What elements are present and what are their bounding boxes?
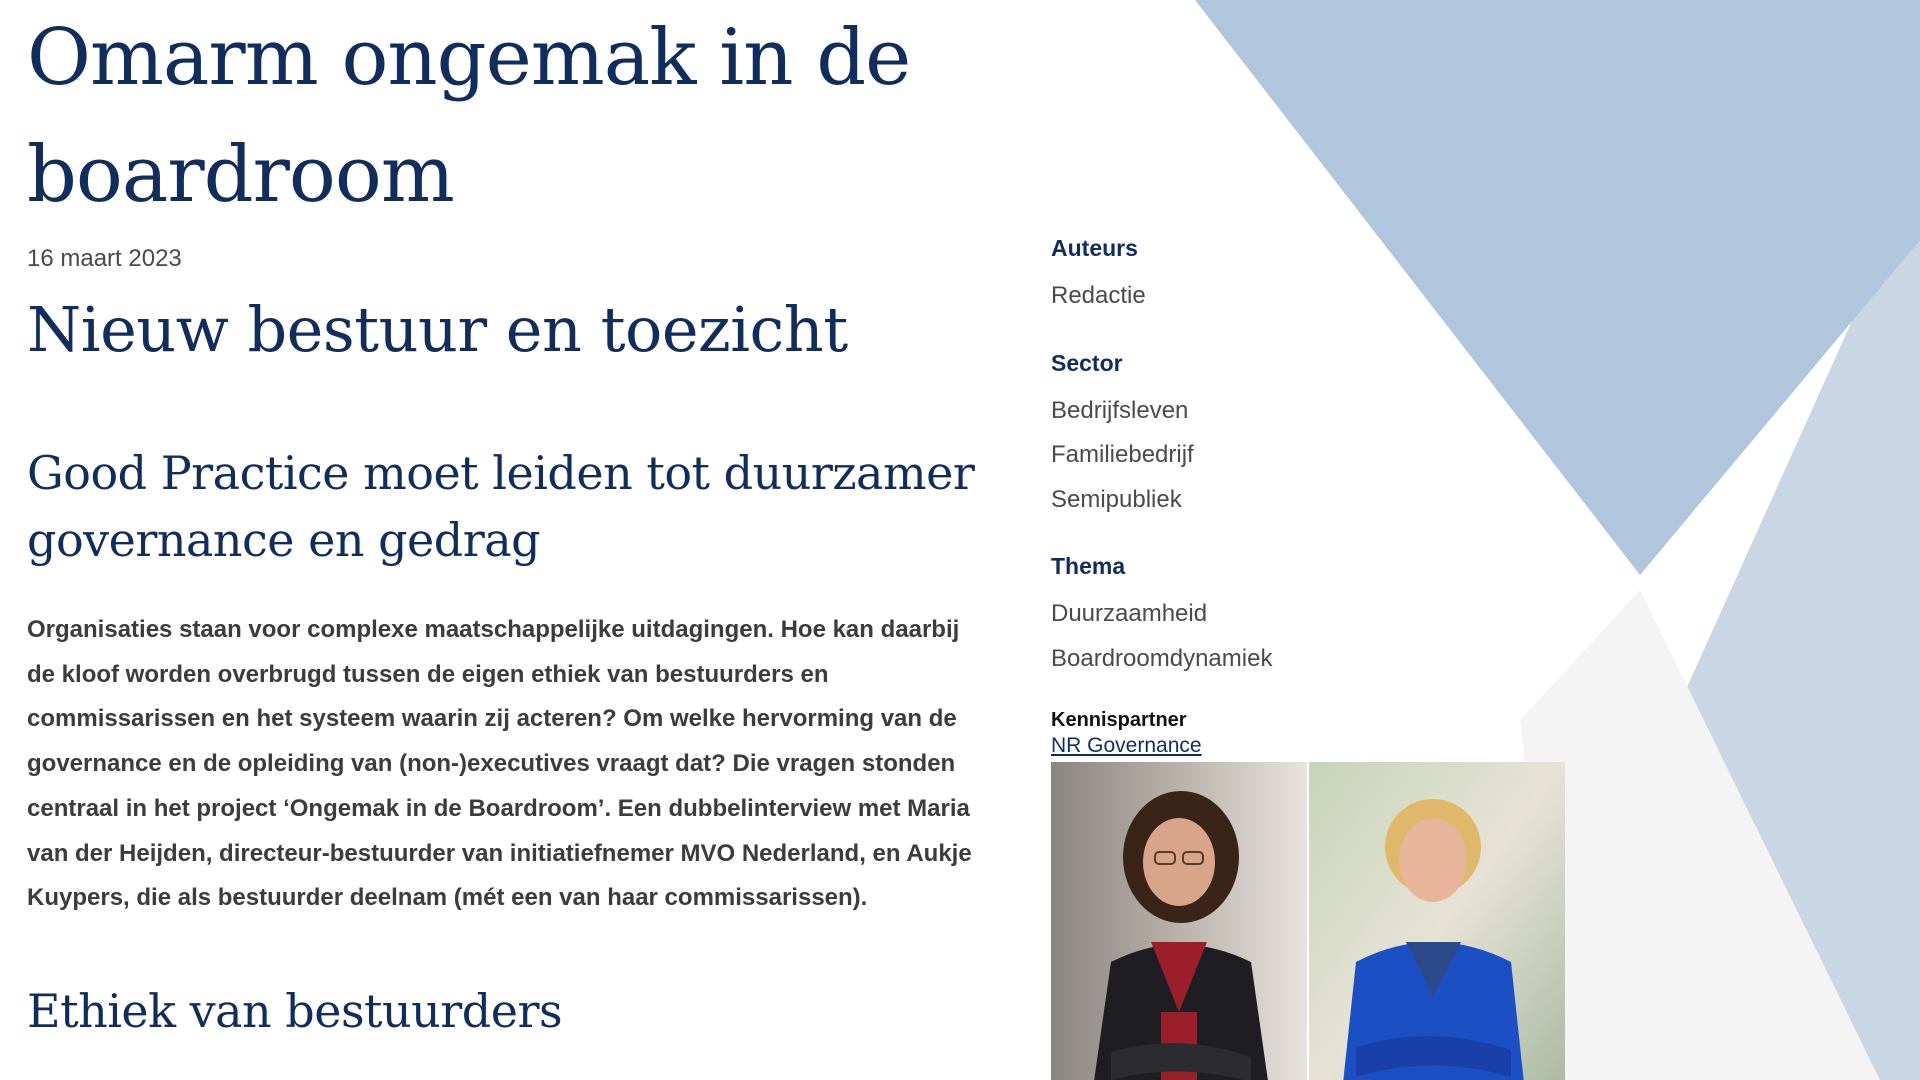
meta-sector-item-familiebedrijf[interactable]: Familiebedrijf xyxy=(1051,441,1194,468)
meta-authors xyxy=(1051,230,1571,319)
meta-author-item[interactable]: Redactie xyxy=(1051,282,1146,309)
meta-theme xyxy=(1051,548,1571,681)
meta-label-partner: Kennispartner xyxy=(1051,709,1187,731)
article-subtitle: Good Practice moet leiden tot duurzamer governance en gedrag xyxy=(27,446,975,567)
meta-theme-item-boardroomdynamiek[interactable]: Boardroomdynamiek xyxy=(1051,644,1273,672)
article-title: Omarm ongemak in de boardroom xyxy=(27,13,911,220)
meta-label-sector: Sector xyxy=(1051,349,1123,376)
meta-partner xyxy=(1051,707,1571,759)
article-lead: Organisaties staan voor complexe maatschappelijke uitdagingen. Hoe kan daarbij de kloof worden overbrugd tussen de eigen ethiek van bestuurders en commissarissen en het systeem waarin zij acteren? Om welke hervorming van de governance en de opleiding van (non-)executives vraagt dat? Die vragen stonden centraal in het project ‘Ongemak in de Boardroom’. Een dubbelinterview met Maria van der Heijden, directeur-bestuurder van initiatiefnemer MVO Nederland, en Aukje Kuypers, die als bestuurder deelnam (mét een van haar commissarissen). xyxy=(27,616,972,912)
partner-link[interactable]: NR Governance xyxy=(1051,734,1202,757)
article-sidebar xyxy=(1051,230,1571,1080)
meta-sector-item-semipubliek[interactable]: Semipubliek xyxy=(1051,485,1182,513)
section-heading: Ethiek van bestuurders xyxy=(27,983,563,1038)
meta-sector-item-bedrijfsleven[interactable]: Bedrijfsleven xyxy=(1051,396,1189,424)
portrait-photo-illustration xyxy=(1051,762,1565,1080)
article-date: 16 maart 2023 xyxy=(27,245,182,272)
meta-theme-item-duurzaamheid[interactable]: Duurzaamheid xyxy=(1051,600,1208,627)
article-main xyxy=(27,0,987,1041)
meta-label-authors: Auteurs xyxy=(1051,235,1138,261)
meta-sector xyxy=(1051,345,1571,523)
meta-label-theme: Thema xyxy=(1051,553,1126,579)
portrait-photo xyxy=(1051,762,1565,1080)
article-category: Nieuw bestuur en toezicht xyxy=(27,293,848,366)
